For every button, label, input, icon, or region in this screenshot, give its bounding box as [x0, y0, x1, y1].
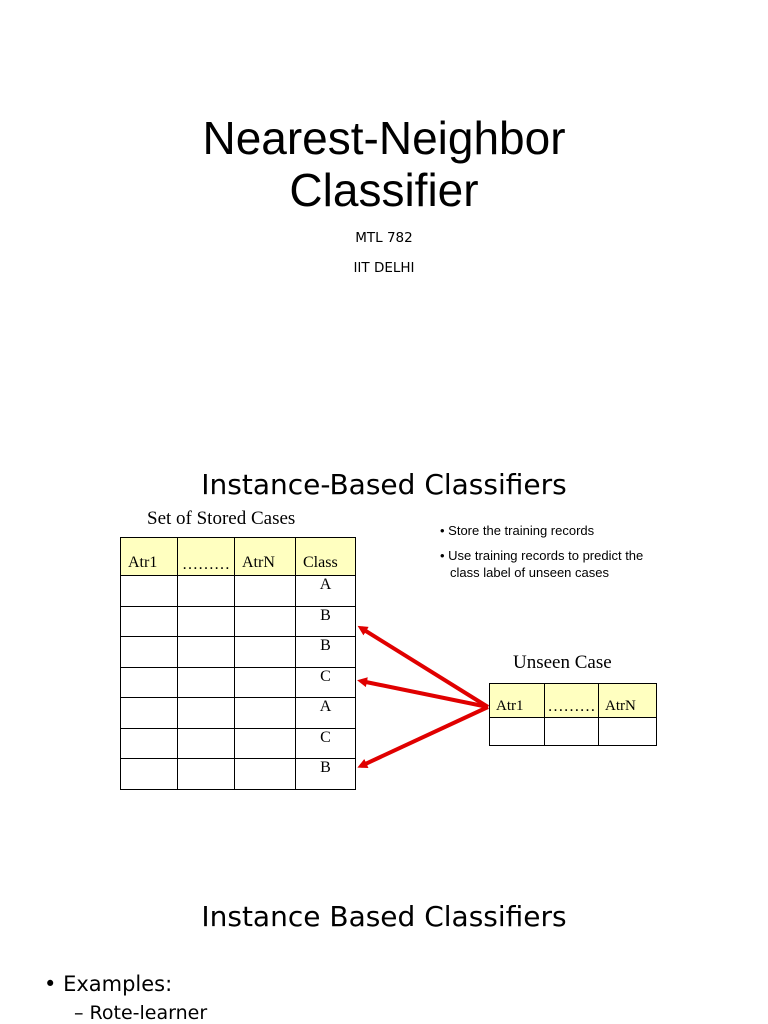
unseen-header-atr1: Atr1	[490, 684, 545, 718]
stored-cases-caption: Set of Stored Cases	[147, 508, 296, 529]
class-label-cell: A	[296, 698, 356, 729]
title-line-2: Classifier	[289, 164, 479, 216]
class-label-cell: C	[296, 667, 356, 698]
arrow-to-row-7	[361, 707, 488, 766]
class-label-cell: C	[296, 728, 356, 759]
slide3-list	[44, 972, 207, 1024]
class-label-cell: B	[296, 606, 356, 637]
sub-bullet-item: – Rote-learner	[74, 1002, 208, 1024]
slide3-title: Instance Based Classifiers	[201, 900, 567, 933]
bullet-item: • Store the training records	[440, 523, 595, 538]
header-atrn: AtrN	[235, 538, 296, 576]
title-line-1: Nearest-Neighbor	[202, 112, 566, 164]
class-label-cell: A	[296, 576, 356, 607]
unseen-header-ellipsis: ………	[545, 684, 599, 718]
class-label-cell: B	[296, 637, 356, 668]
course-code: MTL 782	[355, 230, 413, 246]
bullet-item: • Use training records to predict the class label of unseen cases	[440, 547, 644, 580]
header-atr1: Atr1	[121, 538, 178, 576]
class-label-cell: B	[296, 759, 356, 790]
unseen-case-caption: Unseen Case	[513, 652, 612, 673]
unseen-header-atrn: AtrN	[599, 684, 657, 718]
header-class: Class	[296, 538, 356, 576]
slide2-title: Instance-Based Classifiers	[201, 468, 567, 501]
bullet-item: • Examples:	[44, 972, 173, 996]
header-ellipsis: ………	[178, 538, 235, 576]
institute-name: IIT DELHI	[353, 260, 415, 276]
